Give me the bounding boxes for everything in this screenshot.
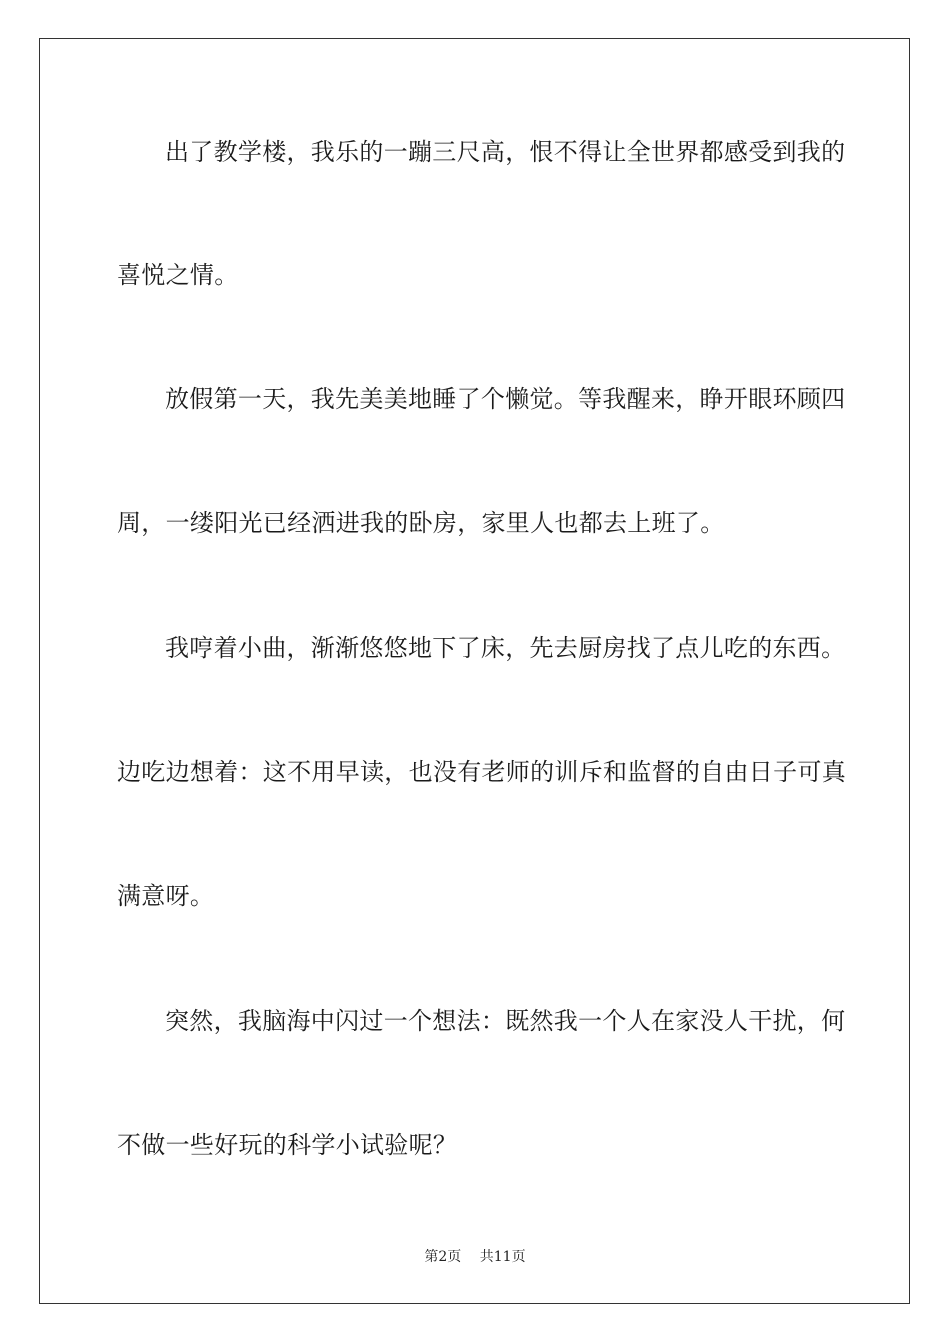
paragraph-3-line-1: 我哼着小曲，渐渐悠悠地下了床，先去厨房找了点儿吃的东西。: [165, 634, 846, 662]
paragraph-3-line-2: 边吃边想着：这不用早读，也没有老师的训斥和监督的自由日子可真: [117, 758, 846, 786]
page-number: 第2页: [424, 1249, 462, 1265]
paragraph-2-line-2: 周，一缕阳光已经洒进我的卧房，家里人也都去上班了。: [117, 509, 725, 537]
paragraph-4-line-2: 不做一些好玩的科学小试验呢？: [117, 1131, 458, 1159]
page-footer: [0, 1248, 950, 1266]
paragraph-2-line-1: 放假第一天，我先美美地睡了个懒觉。等我醒来，睁开眼环顾四: [165, 385, 846, 413]
paragraph-3-line-3: 满意呀。: [117, 882, 215, 910]
total-pages: 共11页: [479, 1249, 526, 1265]
page-border: [39, 38, 910, 1304]
paragraph-4-line-1: 突然，我脑海中闪过一个想法：既然我一个人在家没人干扰，何: [165, 1007, 846, 1035]
paragraph-1-line-1: 出了教学楼，我乐的一蹦三尺高，恨不得让全世界都感受到我的: [165, 138, 846, 166]
paragraph-1-line-2: 喜悦之情。: [117, 261, 239, 289]
